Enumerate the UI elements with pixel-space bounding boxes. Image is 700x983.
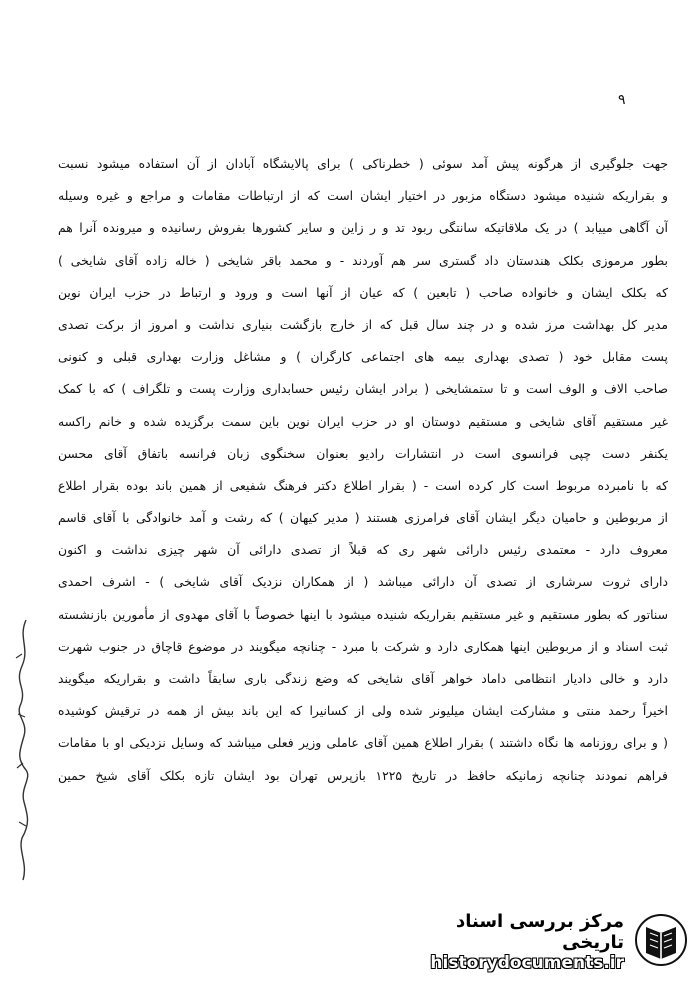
text-line: آن آگاهی مییابد ) در یک ملاقاتیکه سانتگی ربود تد و ر زاین و سایر کشورها بفروش رسانیده و میرونده آنرا هم: [58, 220, 668, 236]
text-line: بطور مرموزی بکلک هندستان داد گستری سر هم آوردند - و محمد باقر شایخی ( خاله زاده آقای شایخی ): [58, 252, 668, 268]
text-line: غیر مستقیم آقای شایخی و مستقیم دوستان او در حزب ایران نوین باین سمت برگزیده شده و خانم راکسه: [58, 413, 668, 429]
text-line: ( و برای روزنامه ها نگاه داشتند ) بقرار اطلاع همین آقای عاملی وزیر فعلی میباشد که وسایل نزدیکی او با مقامات: [58, 735, 668, 751]
text-line: فراهم نمودند چنانچه زمانیکه حافظ در تاریخ ۱۲۲۵ بازپرس تهران بود ایشان تازه بکلک آقای شیخ حمین: [58, 767, 668, 783]
handwriting-scribble: [8, 618, 38, 888]
text-line: دارد و خالی دادیار انتظامی داماد خواهر آقای شایخی که وضع زندگی باری سابقاً داشت و بقراریکه میگویند: [58, 671, 668, 686]
text-line: که با نامبرده مربوط است کار کرده است - ( بقرار اطلاع دکتر فرهنگ شفیعی از همین باند بوده بقرار اطلاع: [58, 477, 668, 493]
text-line: ثبت اسناد و از مربوطین اینها همکاری دارد و شرکت با مبرد - چنانچه میگویند در موضوع قاچاق در جنوب شهرت: [58, 638, 668, 654]
text-line: پست مقابل خود ( تصدی بهداری بیمه های اجتماعی کارگران ) و مشاغل وزارت بهداری قبلی و کنونی: [58, 349, 668, 365]
page-number: ۹: [618, 92, 626, 108]
watermark-title: مرکز بررسی اسناد تاریخی: [456, 911, 624, 953]
text-line: سناتور که بطور مستقیم و غیر مستقیم بقراریکه شنیده میشود با اینها خصوصاً با آقای مهدوی از مأمورین بازنشسته: [58, 606, 668, 622]
handwritten-margin-note: [8, 618, 38, 888]
text-line: جهت جلوگیری از هرگونه پیش آمد سوئی ( خطرناکی ) برای پالایشگاه آبادان از آن استفاده میشود نسبت: [58, 156, 668, 171]
archive-watermark: [400, 911, 690, 973]
text-line: مدیر کل بهداشت مرز شده و در چند سال قبل که از خارج بازگشت بنیاری نداشت و امروز از برکت تصدی: [58, 316, 668, 332]
document-body: [58, 148, 668, 792]
text-line: یکنفر دست چپی فرانسوی است در انتشارات رادیو بعنوان سخنگوی زبان فرانسه باتفاق آقای محسن: [58, 445, 668, 461]
text-line: اخیراً رحمد منتی و مشارکت ایشان میلیونر شده ولی از کسانیرا که این باند بیش از همه در ترقیش کوشیده: [58, 703, 668, 719]
text-line: از مربوطین و حامیان دیگر ایشان آقای فرامرزی هستند ( مدیر کیهان ) که رشت و آمد خانوادگی با آقای قاسم: [58, 510, 668, 526]
text-line: صاحب الاف و الوف است و تا ستمشایخی ( برادر ایشان رئیس حسابداری وزارت پست و تلگراف ) که با کمک: [58, 381, 668, 397]
text-line: معروف دارد - معتمدی رئیس دارائی شهر ری که قبلاً از تصدی دارائی آن شهر چیزی نداشت و اکنون: [58, 542, 668, 558]
text-line: که بکلک ایشان و خانواده صاحب ( تابعین ) که عیان از آنها است و ورود و ارتباط در حزب ایران نوین: [58, 284, 668, 300]
book-logo-icon: [632, 913, 690, 967]
text-line: دارای ثروت سرشاری از تصدی آن دارائی میباشد ( از همکاران نزدیک آقای شایخی ) - اشرف احمدی: [58, 574, 668, 590]
text-line: و بقراریکه شنیده میشود دستگاه مزبور در اختیار ایشان است که از ارتباطات مقامات و مراجع و غیره وسیله: [58, 188, 668, 204]
watermark-url: historydocuments.ir: [430, 953, 624, 973]
